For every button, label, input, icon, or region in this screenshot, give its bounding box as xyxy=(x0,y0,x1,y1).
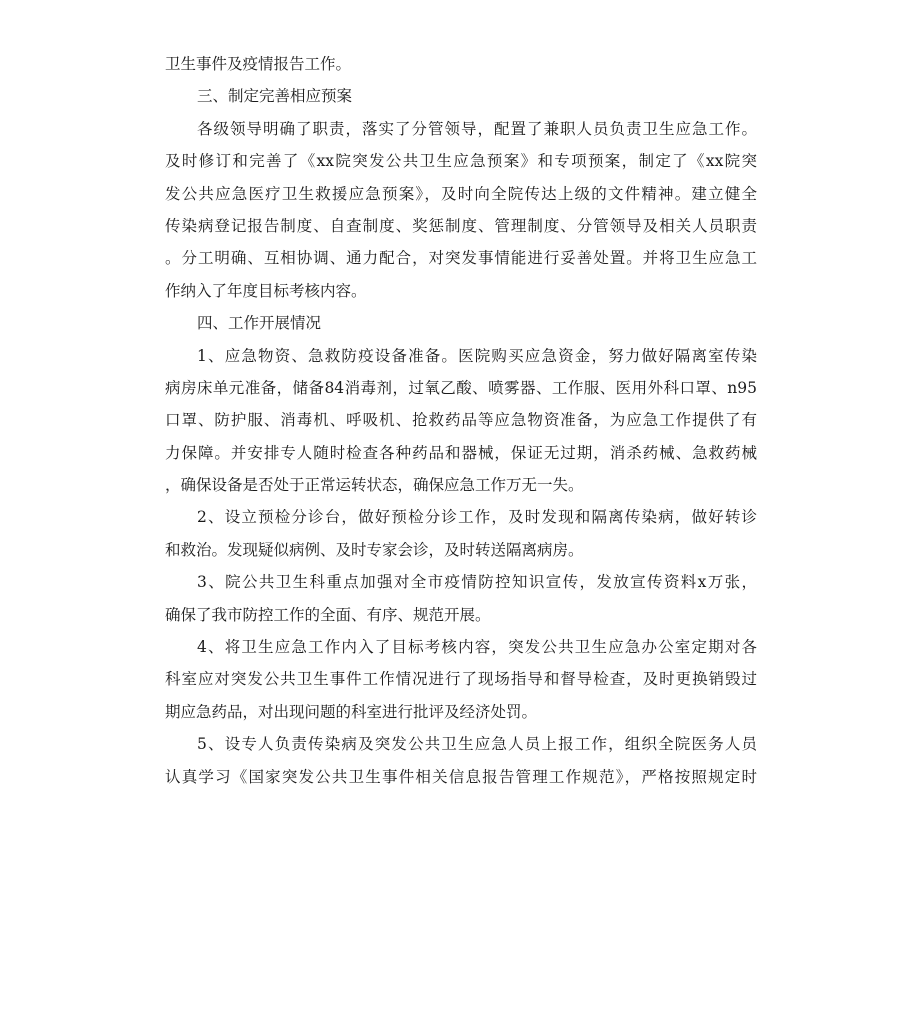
text-line: 力保障。并安排专人随时检查各种药品和器械，保证无过期，消杀药械、急救药械 xyxy=(165,443,757,462)
text-line: 四、工作开展情况 xyxy=(197,314,322,333)
text-line: 1、应急物资、急救防疫设备准备。医院购买应急资金，努力做好隔离室传染 xyxy=(197,346,757,365)
text-line: 及时修订和完善了《xx院突发公共卫生应急预案》和专项预案，制定了《xx院突 xyxy=(165,152,757,171)
document-page xyxy=(165,48,757,793)
text-line: ，确保设备是否处于正常运转状态，确保应急工作万无一失。 xyxy=(165,476,584,495)
text-line: 期应急药品，对出现问题的科室进行批评及经济处罚。 xyxy=(165,702,538,721)
text-line: 各级领导明确了职责，落实了分管领导，配置了兼职人员负责卫生应急工作。 xyxy=(197,119,757,138)
text-line: 。分工明确、互相协调、通力配合，对突发事情能进行妥善处置。并将卫生应急工 xyxy=(165,249,757,268)
text-line: 和救治。发现疑似病例、及时专家会诊，及时转送隔离病房。 xyxy=(165,540,584,559)
text-line: 4、将卫生应急工作内入了目标考核内容，突发公共卫生应急办公室定期对各 xyxy=(197,638,757,657)
text-line: 确保了我市防控工作的全面、有序、规范开展。 xyxy=(165,605,491,624)
text-line: 作纳入了年度目标考核内容。 xyxy=(165,281,367,300)
text-line: 三、制定完善相应预案 xyxy=(197,87,353,106)
text-line: 传染病登记报告制度、自查制度、奖惩制度、管理制度、分管领导及相关人员职责 xyxy=(165,216,757,235)
text-line: 2、设立预检分诊台，做好预检分诊工作，及时发现和隔离传染病，做好转诊 xyxy=(197,508,757,527)
text-line: 病房床单元准备，储备84消毒剂，过氧乙酸、喷雾器、工作服、医用外科口罩、n95 xyxy=(165,378,757,397)
text-line: 口罩、防护服、消毒机、呼吸机、抢救药品等应急物资准备，为应急工作提供了有 xyxy=(165,411,757,430)
text-line: 卫生事件及疫情报告工作。 xyxy=(165,55,352,73)
text-line: 3、院公共卫生科重点加强对全市疫情防控知识宣传，发放宣传资料x万张， xyxy=(197,573,757,592)
text-line: 认真学习《国家突发公共卫生事件相关信息报告管理工作规范》，严格按照规定时 xyxy=(165,767,757,786)
text-line: 发公共应急医疗卫生救援应急预案》，及时向全院传达上级的文件精神。建立健全 xyxy=(165,184,757,203)
text-line: 科室应对突发公共卫生事件工作情况进行了现场指导和督导检查，及时更换销毁过 xyxy=(165,670,757,689)
text-line: 5、设专人负责传染病及突发公共卫生应急人员上报工作，组织全院医务人员 xyxy=(197,735,757,754)
